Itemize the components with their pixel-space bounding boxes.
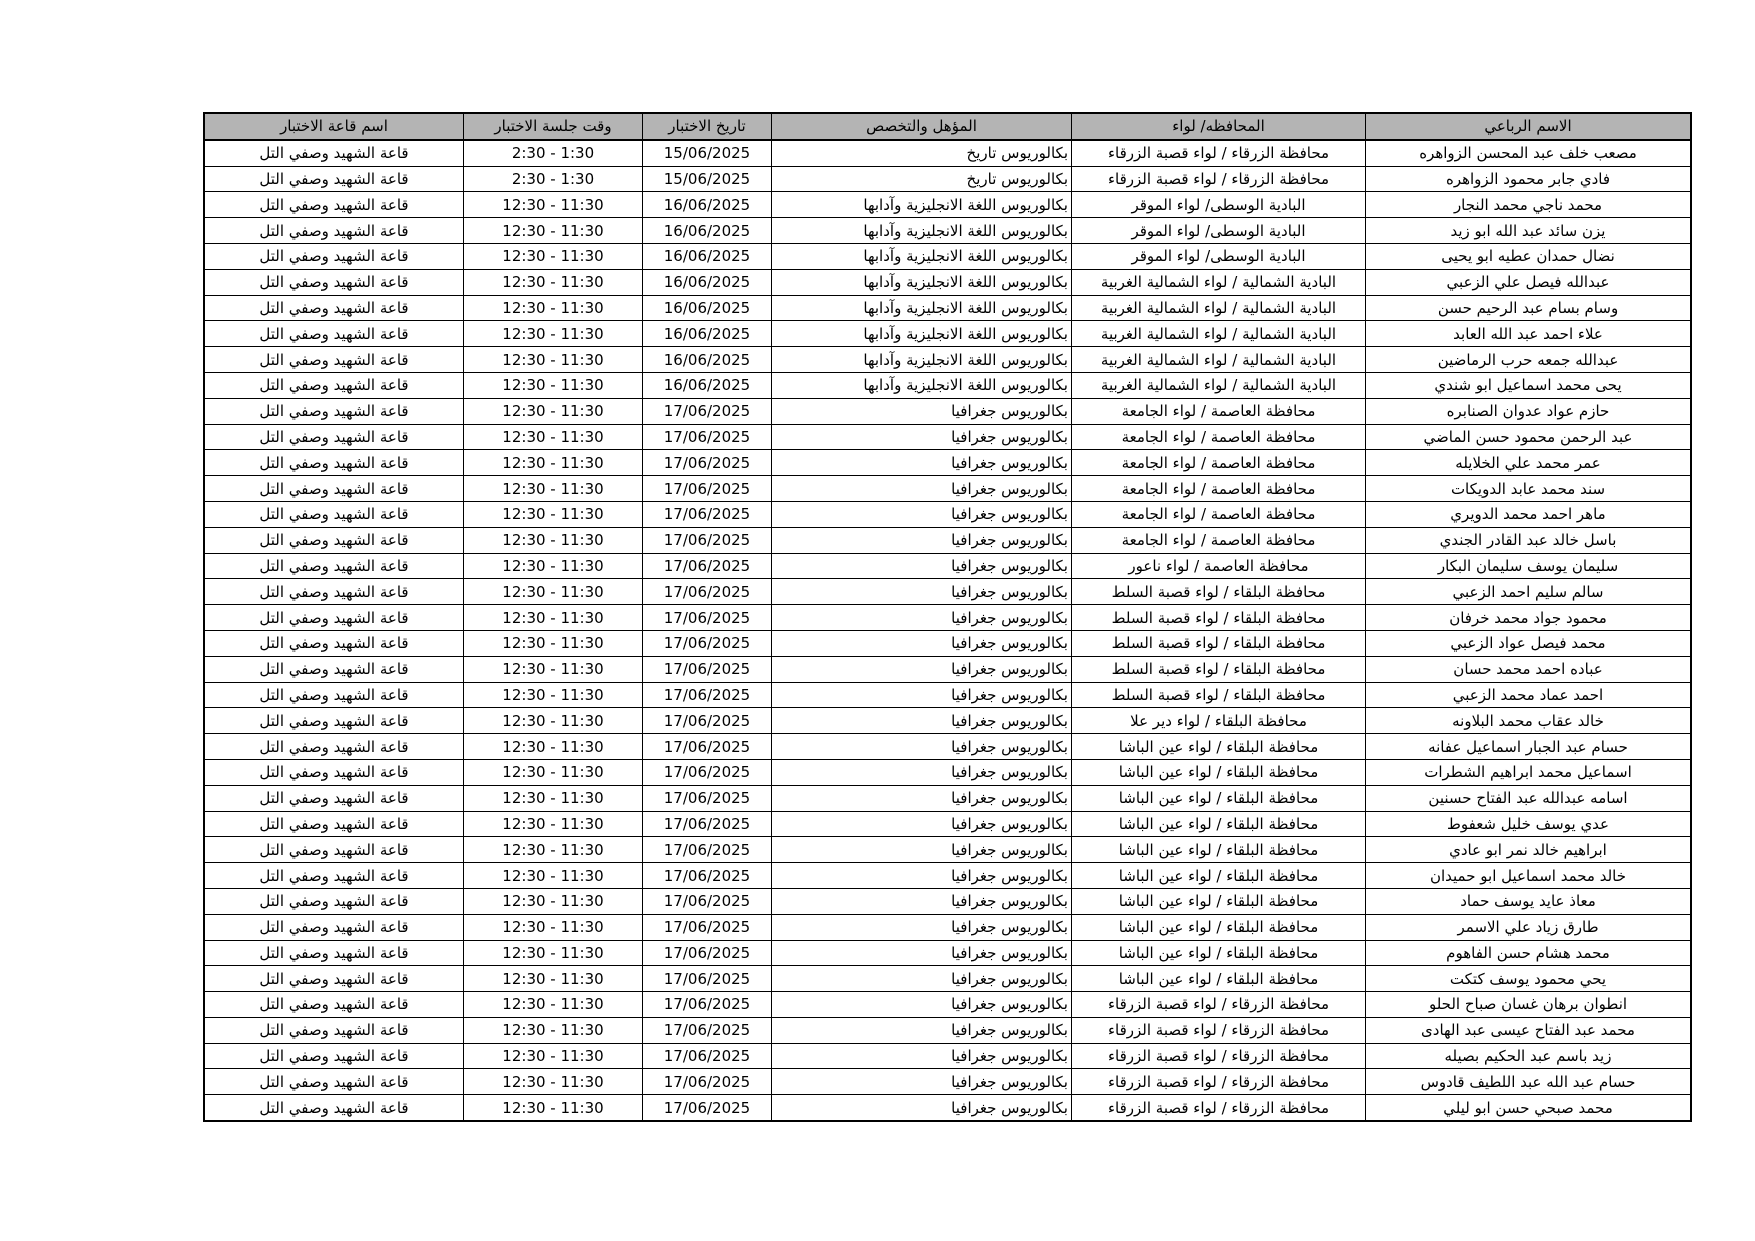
- header-time: وقت جلسة الاختبار: [464, 113, 643, 140]
- cell-time: 12:30 - 11:30: [464, 759, 643, 785]
- table-row: [204, 450, 1691, 476]
- cell-hall: قاعة الشهيد وصفي التل: [204, 992, 464, 1018]
- cell-time: 12:30 - 11:30: [464, 940, 643, 966]
- table-row: [204, 1095, 1691, 1121]
- cell-time: 12:30 - 11:30: [464, 501, 643, 527]
- cell-time: 12:30 - 11:30: [464, 605, 643, 631]
- cell-date: 17/06/2025: [643, 914, 772, 940]
- cell-name: محمد فيصل عواد الزعبي: [1366, 630, 1692, 656]
- cell-governorate: محافظة البلقاء / لواء عين الباشا: [1072, 734, 1366, 760]
- cell-governorate: البادية الوسطى/ لواء الموقر: [1072, 218, 1366, 244]
- table-row: [204, 501, 1691, 527]
- cell-name: مصعب خلف عبد المحسن الزواهره: [1366, 140, 1692, 166]
- cell-date: 17/06/2025: [643, 605, 772, 631]
- cell-qualification: بكالوريوس جغرافيا: [772, 863, 1072, 889]
- cell-governorate: محافظة الزرقاء / لواء قصبة الزرقاء: [1072, 140, 1366, 166]
- cell-qualification: بكالوريوس اللغة الانجليزية وآدابها: [772, 295, 1072, 321]
- cell-time: 12:30 - 11:30: [464, 218, 643, 244]
- cell-hall: قاعة الشهيد وصفي التل: [204, 347, 464, 373]
- cell-date: 16/06/2025: [643, 321, 772, 347]
- cell-name: وسام بسام عبد الرحيم حسن: [1366, 295, 1692, 321]
- table-row: [204, 579, 1691, 605]
- cell-date: 17/06/2025: [643, 785, 772, 811]
- cell-name: محمود جواد محمد خرفان: [1366, 605, 1692, 631]
- cell-governorate: محافظة البلقاء / لواء قصبة السلط: [1072, 682, 1366, 708]
- cell-name: اسماعيل محمد ابراهيم الشطرات: [1366, 759, 1692, 785]
- cell-date: 15/06/2025: [643, 140, 772, 166]
- cell-hall: قاعة الشهيد وصفي التل: [204, 372, 464, 398]
- cell-name: عدي يوسف خليل شعفوط: [1366, 811, 1692, 837]
- cell-governorate: محافظة البلقاء / لواء قصبة السلط: [1072, 656, 1366, 682]
- cell-governorate: محافظة البلقاء / لواء عين الباشا: [1072, 837, 1366, 863]
- table-header-row: [204, 113, 1691, 140]
- cell-name: خالد عقاب محمد البلاونه: [1366, 708, 1692, 734]
- cell-name: حسام عبد الله عبد اللطيف قادوس: [1366, 1069, 1692, 1095]
- cell-time: 12:30 - 11:30: [464, 192, 643, 218]
- cell-time: 12:30 - 11:30: [464, 243, 643, 269]
- cell-hall: قاعة الشهيد وصفي التل: [204, 243, 464, 269]
- cell-time: 12:30 - 11:30: [464, 295, 643, 321]
- cell-qualification: بكالوريوس اللغة الانجليزية وآدابها: [772, 269, 1072, 295]
- cell-governorate: البادية الشمالية / لواء الشمالية الغربية: [1072, 372, 1366, 398]
- table-row: [204, 734, 1691, 760]
- cell-hall: قاعة الشهيد وصفي التل: [204, 940, 464, 966]
- cell-date: 17/06/2025: [643, 424, 772, 450]
- exam-schedule-table: [203, 112, 1692, 1122]
- table-row: [204, 1069, 1691, 1095]
- header-hall: اسم قاعة الاختبار: [204, 113, 464, 140]
- table-row: [204, 837, 1691, 863]
- cell-date: 17/06/2025: [643, 398, 772, 424]
- table-row: [204, 992, 1691, 1018]
- cell-hall: قاعة الشهيد وصفي التل: [204, 527, 464, 553]
- cell-time: 12:30 - 11:30: [464, 424, 643, 450]
- table-row: [204, 940, 1691, 966]
- cell-date: 17/06/2025: [643, 553, 772, 579]
- cell-time: 12:30 - 11:30: [464, 269, 643, 295]
- cell-hall: قاعة الشهيد وصفي التل: [204, 734, 464, 760]
- table-body: [204, 140, 1691, 1121]
- cell-hall: قاعة الشهيد وصفي التل: [204, 579, 464, 605]
- cell-hall: قاعة الشهيد وصفي التل: [204, 811, 464, 837]
- cell-time: 12:30 - 11:30: [464, 398, 643, 424]
- cell-governorate: محافظة البلقاء / لواء قصبة السلط: [1072, 630, 1366, 656]
- table-row: [204, 966, 1691, 992]
- cell-date: 17/06/2025: [643, 579, 772, 605]
- cell-date: 16/06/2025: [643, 192, 772, 218]
- cell-qualification: بكالوريوس جغرافيا: [772, 605, 1072, 631]
- cell-governorate: البادية الوسطى/ لواء الموقر: [1072, 243, 1366, 269]
- table-row: [204, 140, 1691, 166]
- cell-name: يحي محمود يوسف كتكت: [1366, 966, 1692, 992]
- cell-qualification: بكالوريوس جغرافيا: [772, 398, 1072, 424]
- cell-governorate: محافظة البلقاء / لواء عين الباشا: [1072, 888, 1366, 914]
- cell-governorate: محافظة البلقاء / لواء عين الباشا: [1072, 759, 1366, 785]
- cell-date: 16/06/2025: [643, 243, 772, 269]
- cell-qualification: بكالوريوس جغرافيا: [772, 992, 1072, 1018]
- cell-governorate: محافظة البلقاء / لواء قصبة السلط: [1072, 605, 1366, 631]
- cell-governorate: محافظة العاصمة / لواء ناعور: [1072, 553, 1366, 579]
- cell-qualification: بكالوريوس اللغة الانجليزية وآدابها: [772, 321, 1072, 347]
- cell-qualification: بكالوريوس جغرافيا: [772, 656, 1072, 682]
- header-governorate: المحافظه/ لواء: [1072, 113, 1366, 140]
- cell-governorate: البادية الشمالية / لواء الشمالية الغربية: [1072, 347, 1366, 373]
- cell-governorate: محافظة العاصمة / لواء الجامعة: [1072, 398, 1366, 424]
- cell-name: ماهر احمد محمد الدويري: [1366, 501, 1692, 527]
- cell-date: 16/06/2025: [643, 269, 772, 295]
- cell-hall: قاعة الشهيد وصفي التل: [204, 1017, 464, 1043]
- cell-time: 12:30 - 11:30: [464, 1043, 643, 1069]
- cell-hall: قاعة الشهيد وصفي التل: [204, 837, 464, 863]
- table-row: [204, 605, 1691, 631]
- cell-time: 12:30 - 11:30: [464, 785, 643, 811]
- table-row: [204, 424, 1691, 450]
- cell-name: يزن سائد عبد الله ابو زيد: [1366, 218, 1692, 244]
- cell-governorate: محافظة الزرقاء / لواء قصبة الزرقاء: [1072, 1017, 1366, 1043]
- cell-time: 12:30 - 11:30: [464, 553, 643, 579]
- cell-date: 17/06/2025: [643, 966, 772, 992]
- cell-qualification: بكالوريوس جغرافيا: [772, 914, 1072, 940]
- cell-time: 12:30 - 11:30: [464, 863, 643, 889]
- cell-qualification: بكالوريوس اللغة الانجليزية وآدابها: [772, 243, 1072, 269]
- cell-name: عبدالله جمعه حرب الرماضين: [1366, 347, 1692, 373]
- cell-date: 17/06/2025: [643, 1043, 772, 1069]
- cell-time: 12:30 - 11:30: [464, 708, 643, 734]
- table-row: [204, 682, 1691, 708]
- cell-hall: قاعة الشهيد وصفي التل: [204, 759, 464, 785]
- cell-name: محمد ناجي محمد النجار: [1366, 192, 1692, 218]
- cell-name: ابراهيم خالد نمر ابو عادي: [1366, 837, 1692, 863]
- cell-name: يحى محمد اسماعيل ابو شندي: [1366, 372, 1692, 398]
- cell-date: 17/06/2025: [643, 863, 772, 889]
- cell-hall: قاعة الشهيد وصفي التل: [204, 863, 464, 889]
- cell-governorate: محافظة العاصمة / لواء الجامعة: [1072, 450, 1366, 476]
- cell-governorate: محافظة البلقاء / لواء عين الباشا: [1072, 914, 1366, 940]
- cell-date: 17/06/2025: [643, 992, 772, 1018]
- cell-name: باسل خالد عبد القادر الجندي: [1366, 527, 1692, 553]
- cell-governorate: محافظة العاصمة / لواء الجامعة: [1072, 424, 1366, 450]
- cell-time: 2:30 - 1:30: [464, 140, 643, 166]
- cell-time: 12:30 - 11:30: [464, 527, 643, 553]
- cell-hall: قاعة الشهيد وصفي التل: [204, 656, 464, 682]
- cell-date: 17/06/2025: [643, 1017, 772, 1043]
- cell-governorate: محافظة العاصمة / لواء الجامعة: [1072, 476, 1366, 502]
- cell-time: 12:30 - 11:30: [464, 1069, 643, 1095]
- cell-hall: قاعة الشهيد وصفي التل: [204, 888, 464, 914]
- cell-qualification: بكالوريوس جغرافيا: [772, 966, 1072, 992]
- cell-hall: قاعة الشهيد وصفي التل: [204, 785, 464, 811]
- cell-time: 12:30 - 11:30: [464, 811, 643, 837]
- cell-time: 12:30 - 11:30: [464, 347, 643, 373]
- cell-governorate: محافظة الزرقاء / لواء قصبة الزرقاء: [1072, 992, 1366, 1018]
- cell-date: 16/06/2025: [643, 372, 772, 398]
- table-row: [204, 553, 1691, 579]
- cell-time: 12:30 - 11:30: [464, 837, 643, 863]
- cell-hall: قاعة الشهيد وصفي التل: [204, 218, 464, 244]
- cell-hall: قاعة الشهيد وصفي التل: [204, 682, 464, 708]
- cell-governorate: محافظة البلقاء / لواء عين الباشا: [1072, 940, 1366, 966]
- cell-hall: قاعة الشهيد وصفي التل: [204, 914, 464, 940]
- table-row: [204, 785, 1691, 811]
- cell-hall: قاعة الشهيد وصفي التل: [204, 630, 464, 656]
- cell-hall: قاعة الشهيد وصفي التل: [204, 501, 464, 527]
- table-row: [204, 1043, 1691, 1069]
- table-row: [204, 192, 1691, 218]
- cell-governorate: البادية الشمالية / لواء الشمالية الغربية: [1072, 269, 1366, 295]
- cell-qualification: بكالوريوس جغرافيا: [772, 1095, 1072, 1121]
- cell-governorate: محافظة البلقاء / لواء عين الباشا: [1072, 966, 1366, 992]
- cell-hall: قاعة الشهيد وصفي التل: [204, 476, 464, 502]
- table-row: [204, 914, 1691, 940]
- cell-name: عمر محمد علي الخلايله: [1366, 450, 1692, 476]
- cell-hall: قاعة الشهيد وصفي التل: [204, 321, 464, 347]
- cell-qualification: بكالوريوس جغرافيا: [772, 940, 1072, 966]
- cell-qualification: بكالوريوس جغرافيا: [772, 785, 1072, 811]
- cell-qualification: بكالوريوس جغرافيا: [772, 579, 1072, 605]
- cell-governorate: محافظة الزرقاء / لواء قصبة الزرقاء: [1072, 166, 1366, 192]
- table-row: [204, 527, 1691, 553]
- cell-date: 17/06/2025: [643, 682, 772, 708]
- cell-time: 12:30 - 11:30: [464, 656, 643, 682]
- cell-name: زيد باسم عبد الحكيم بصيله: [1366, 1043, 1692, 1069]
- cell-name: عباده احمد محمد حسان: [1366, 656, 1692, 682]
- cell-hall: قاعة الشهيد وصفي التل: [204, 424, 464, 450]
- cell-name: فادي جابر محمود الزواهره: [1366, 166, 1692, 192]
- header-qualification: المؤهل والتخصص: [772, 113, 1072, 140]
- cell-hall: قاعة الشهيد وصفي التل: [204, 605, 464, 631]
- cell-name: سالم سليم احمد الزعبي: [1366, 579, 1692, 605]
- cell-name: احمد عماد محمد الزعبي: [1366, 682, 1692, 708]
- cell-name: سليمان يوسف سليمان البكار: [1366, 553, 1692, 579]
- cell-hall: قاعة الشهيد وصفي التل: [204, 966, 464, 992]
- table-row: [204, 243, 1691, 269]
- cell-qualification: بكالوريوس جغرافيا: [772, 1017, 1072, 1043]
- cell-time: 12:30 - 11:30: [464, 1017, 643, 1043]
- cell-name: عبدالله فيصل علي الزعبي: [1366, 269, 1692, 295]
- cell-name: سند محمد عابد الدويكات: [1366, 476, 1692, 502]
- cell-governorate: محافظة الزرقاء / لواء قصبة الزرقاء: [1072, 1095, 1366, 1121]
- cell-qualification: بكالوريوس اللغة الانجليزية وآدابها: [772, 218, 1072, 244]
- cell-time: 2:30 - 1:30: [464, 166, 643, 192]
- cell-hall: قاعة الشهيد وصفي التل: [204, 708, 464, 734]
- cell-date: 17/06/2025: [643, 1095, 772, 1121]
- cell-hall: قاعة الشهيد وصفي التل: [204, 295, 464, 321]
- cell-qualification: بكالوريوس جغرافيا: [772, 476, 1072, 502]
- cell-qualification: بكالوريوس جغرافيا: [772, 837, 1072, 863]
- cell-name: حازم عواد عدوان الصنابره: [1366, 398, 1692, 424]
- cell-time: 12:30 - 11:30: [464, 630, 643, 656]
- cell-governorate: البادية الشمالية / لواء الشمالية الغربية: [1072, 321, 1366, 347]
- table-row: [204, 295, 1691, 321]
- table-row: [204, 811, 1691, 837]
- cell-governorate: محافظة البلقاء / لواء عين الباشا: [1072, 811, 1366, 837]
- cell-time: 12:30 - 11:30: [464, 321, 643, 347]
- cell-governorate: محافظة البلقاء / لواء دير علا: [1072, 708, 1366, 734]
- cell-qualification: بكالوريوس اللغة الانجليزية وآدابها: [772, 347, 1072, 373]
- cell-time: 12:30 - 11:30: [464, 914, 643, 940]
- table-row: [204, 372, 1691, 398]
- cell-qualification: بكالوريوس جغرافيا: [772, 759, 1072, 785]
- cell-governorate: محافظة البلقاء / لواء عين الباشا: [1072, 785, 1366, 811]
- cell-date: 17/06/2025: [643, 708, 772, 734]
- cell-date: 16/06/2025: [643, 218, 772, 244]
- table-row: [204, 863, 1691, 889]
- cell-date: 17/06/2025: [643, 811, 772, 837]
- cell-name: محمد عبد الفتاح عيسى عبد الهادى: [1366, 1017, 1692, 1043]
- cell-name: معاذ عايد يوسف حماد: [1366, 888, 1692, 914]
- cell-name: حسام عبد الجبار اسماعيل عفانه: [1366, 734, 1692, 760]
- cell-time: 12:30 - 11:30: [464, 734, 643, 760]
- cell-time: 12:30 - 11:30: [464, 966, 643, 992]
- cell-qualification: بكالوريوس جغرافيا: [772, 811, 1072, 837]
- cell-date: 17/06/2025: [643, 501, 772, 527]
- cell-qualification: بكالوريوس جغرافيا: [772, 1069, 1072, 1095]
- table-row: [204, 398, 1691, 424]
- cell-governorate: محافظة الزرقاء / لواء قصبة الزرقاء: [1072, 1069, 1366, 1095]
- cell-name: نضال حمدان عطيه ابو يحيى: [1366, 243, 1692, 269]
- cell-qualification: بكالوريوس جغرافيا: [772, 450, 1072, 476]
- cell-hall: قاعة الشهيد وصفي التل: [204, 1095, 464, 1121]
- table-row: [204, 1017, 1691, 1043]
- table-row: [204, 630, 1691, 656]
- cell-date: 16/06/2025: [643, 295, 772, 321]
- table-row: [204, 759, 1691, 785]
- header-name: الاسم الرباعي: [1366, 113, 1692, 140]
- cell-qualification: بكالوريوس تاريخ: [772, 166, 1072, 192]
- cell-date: 17/06/2025: [643, 630, 772, 656]
- cell-governorate: محافظة العاصمة / لواء الجامعة: [1072, 501, 1366, 527]
- table-row: [204, 269, 1691, 295]
- cell-name: محمد صبحي حسن ابو ليلي: [1366, 1095, 1692, 1121]
- cell-governorate: محافظة العاصمة / لواء الجامعة: [1072, 527, 1366, 553]
- cell-name: طارق زياد علي الاسمر: [1366, 914, 1692, 940]
- cell-date: 17/06/2025: [643, 940, 772, 966]
- cell-date: 17/06/2025: [643, 656, 772, 682]
- cell-hall: قاعة الشهيد وصفي التل: [204, 166, 464, 192]
- cell-name: خالد محمد اسماعيل ابو حميدان: [1366, 863, 1692, 889]
- table-row: [204, 708, 1691, 734]
- cell-date: 17/06/2025: [643, 759, 772, 785]
- cell-name: عبد الرحمن محمود حسن الماضي: [1366, 424, 1692, 450]
- table-row: [204, 218, 1691, 244]
- cell-qualification: بكالوريوس اللغة الانجليزية وآدابها: [772, 372, 1072, 398]
- cell-date: 17/06/2025: [643, 450, 772, 476]
- cell-time: 12:30 - 11:30: [464, 476, 643, 502]
- cell-hall: قاعة الشهيد وصفي التل: [204, 192, 464, 218]
- cell-date: 15/06/2025: [643, 166, 772, 192]
- cell-date: 16/06/2025: [643, 347, 772, 373]
- cell-qualification: بكالوريوس جغرافيا: [772, 501, 1072, 527]
- cell-qualification: بكالوريوس جغرافيا: [772, 630, 1072, 656]
- cell-qualification: بكالوريوس جغرافيا: [772, 424, 1072, 450]
- cell-governorate: البادية الشمالية / لواء الشمالية الغربية: [1072, 295, 1366, 321]
- table-row: [204, 476, 1691, 502]
- table-row: [204, 888, 1691, 914]
- cell-time: 12:30 - 11:30: [464, 579, 643, 605]
- cell-date: 17/06/2025: [643, 476, 772, 502]
- cell-time: 12:30 - 11:30: [464, 372, 643, 398]
- cell-qualification: بكالوريوس جغرافيا: [772, 682, 1072, 708]
- cell-date: 17/06/2025: [643, 734, 772, 760]
- cell-time: 12:30 - 11:30: [464, 992, 643, 1018]
- cell-qualification: بكالوريوس جغرافيا: [772, 527, 1072, 553]
- cell-hall: قاعة الشهيد وصفي التل: [204, 450, 464, 476]
- cell-qualification: بكالوريوس اللغة الانجليزية وآدابها: [772, 192, 1072, 218]
- cell-qualification: بكالوريوس جغرافيا: [772, 1043, 1072, 1069]
- cell-name: علاء احمد عبد الله العابد: [1366, 321, 1692, 347]
- table-row: [204, 166, 1691, 192]
- cell-hall: قاعة الشهيد وصفي التل: [204, 553, 464, 579]
- cell-date: 17/06/2025: [643, 527, 772, 553]
- cell-hall: قاعة الشهيد وصفي التل: [204, 1043, 464, 1069]
- cell-name: اسامه عبدالله عبد الفتاح حسنين: [1366, 785, 1692, 811]
- cell-time: 12:30 - 11:30: [464, 888, 643, 914]
- cell-governorate: البادية الوسطى/ لواء الموقر: [1072, 192, 1366, 218]
- cell-date: 17/06/2025: [643, 888, 772, 914]
- cell-governorate: محافظة الزرقاء / لواء قصبة الزرقاء: [1072, 1043, 1366, 1069]
- cell-date: 17/06/2025: [643, 1069, 772, 1095]
- cell-hall: قاعة الشهيد وصفي التل: [204, 398, 464, 424]
- cell-qualification: بكالوريوس جغرافيا: [772, 553, 1072, 579]
- cell-hall: قاعة الشهيد وصفي التل: [204, 140, 464, 166]
- cell-hall: قاعة الشهيد وصفي التل: [204, 269, 464, 295]
- cell-qualification: بكالوريوس جغرافيا: [772, 734, 1072, 760]
- cell-date: 17/06/2025: [643, 837, 772, 863]
- cell-qualification: بكالوريوس جغرافيا: [772, 888, 1072, 914]
- cell-governorate: محافظة البلقاء / لواء عين الباشا: [1072, 863, 1366, 889]
- exam-schedule-sheet: [203, 112, 1659, 1122]
- cell-qualification: بكالوريوس جغرافيا: [772, 708, 1072, 734]
- table-row: [204, 347, 1691, 373]
- cell-name: محمد هشام حسن الفاهوم: [1366, 940, 1692, 966]
- cell-time: 12:30 - 11:30: [464, 450, 643, 476]
- cell-hall: قاعة الشهيد وصفي التل: [204, 1069, 464, 1095]
- cell-governorate: محافظة البلقاء / لواء قصبة السلط: [1072, 579, 1366, 605]
- header-date: تاريخ الاختبار: [643, 113, 772, 140]
- cell-time: 12:30 - 11:30: [464, 1095, 643, 1121]
- cell-time: 12:30 - 11:30: [464, 682, 643, 708]
- cell-name: انطوان برهان غسان صباح الحلو: [1366, 992, 1692, 1018]
- cell-qualification: بكالوريوس تاريخ: [772, 140, 1072, 166]
- table-row: [204, 656, 1691, 682]
- table-row: [204, 321, 1691, 347]
